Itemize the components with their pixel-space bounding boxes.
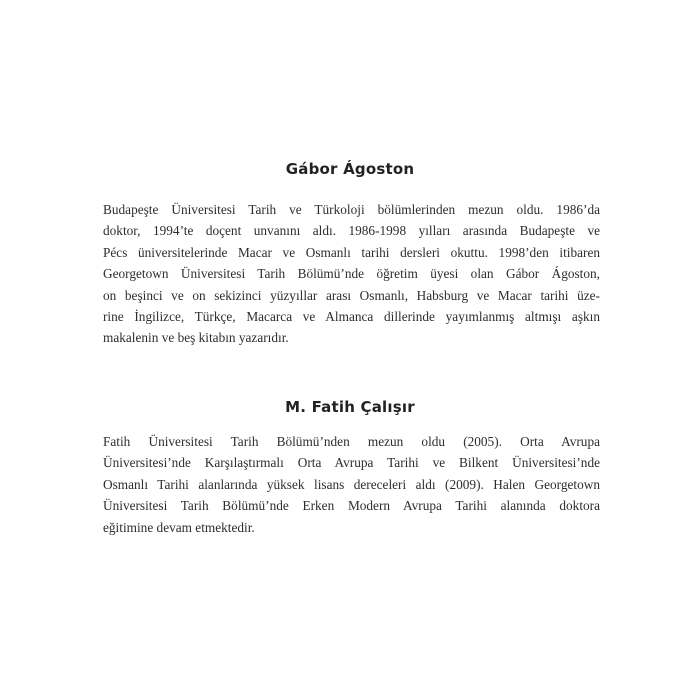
author-bio-agoston — [103, 199, 600, 349]
bio-line: Üniversitesi’nde Karşılaştırmalı Orta Avrupa Tarihi ve Bilkent Üniversitesi’nde — [103, 455, 600, 471]
bio-line: Georgetown Üniversitesi Tarih Bölümü’nde öğretim üyesi olan Gábor Ágoston, — [103, 266, 600, 282]
bio-line: doktor, 1994’te doçent unvanını aldı. 1986-1998 yılları arasında Budapeşte ve — [103, 223, 600, 239]
bio-line: makalenin ve beş kitabın yazarıdır. — [103, 330, 289, 346]
bio-line: Osmanlı Tarihi alanlarında yüksek lisans dereceleri aldı (2009). Halen Georgetown — [103, 476, 600, 492]
author-name-agoston: Gábor Ágoston — [285, 160, 415, 178]
bio-line: on beşinci ve on sekizinci yüzyıllar arası Osmanlı, Habsburg ve Macar tarihi üze- — [103, 287, 600, 303]
bio-line: Pécs üniversitelerinde Macar ve Osmanlı tarihi dersleri okuttu. 1998’den itibaren — [103, 244, 600, 260]
author-name-calisir: M. Fatih Çalışır — [285, 398, 415, 416]
author-bio-calisir — [103, 431, 600, 538]
bio-line: rine İngilizce, Türkçe, Macarca ve Almanca dillerinde yayımlanmış altmışı aşkın — [103, 309, 600, 325]
bio-line: Fatih Üniversitesi Tarih Bölümü’nden mezun oldu (2005). Orta Avrupa — [103, 434, 600, 449]
bio-line: Budapeşte Üniversitesi Tarih ve Türkoloji bölümlerinden mezun oldu. 1986’da — [103, 202, 600, 217]
bio-line: Üniversitesi Tarih Bölümü’nde Erken Modern Avrupa Tarihi alanında doktora — [103, 498, 600, 514]
bio-line: eğitimine devam etmektedir. — [103, 519, 255, 535]
